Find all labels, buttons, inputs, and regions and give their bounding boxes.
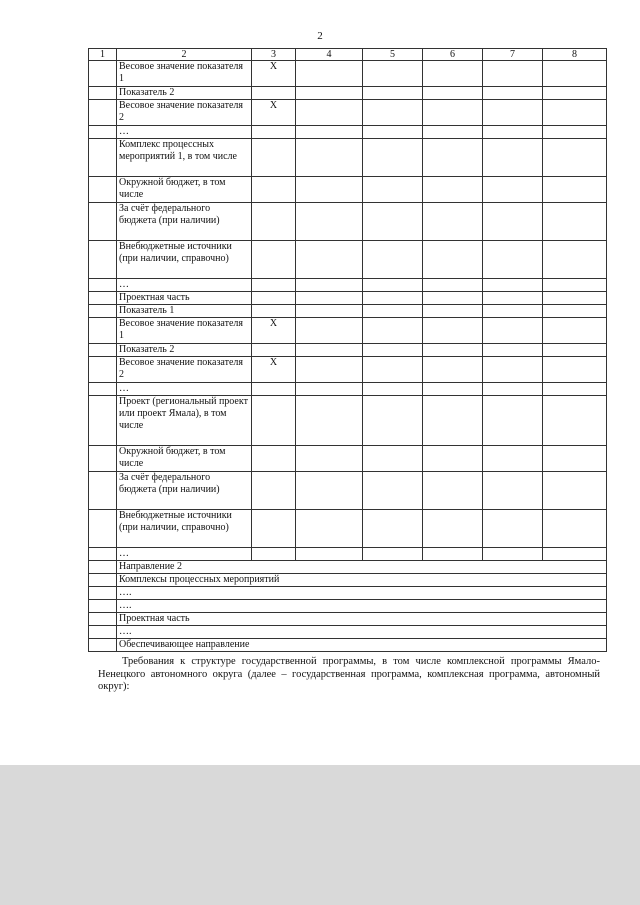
weight-mark <box>252 177 296 203</box>
table-cell <box>296 318 363 344</box>
row-label: … <box>117 279 252 292</box>
column-header: 6 <box>423 49 483 61</box>
section-row <box>89 574 607 587</box>
weight-mark <box>252 87 296 100</box>
table-cell <box>423 139 483 177</box>
table-row <box>89 241 607 279</box>
table-cell <box>363 279 423 292</box>
table-cell <box>89 241 117 279</box>
table-cell <box>363 305 423 318</box>
table-cell <box>89 139 117 177</box>
row-label: … <box>117 548 252 561</box>
table-cell <box>363 446 423 472</box>
weight-mark: X <box>252 318 296 344</box>
weight-mark <box>252 344 296 357</box>
table-row <box>89 305 607 318</box>
row-label: Проектная часть <box>117 292 252 305</box>
table-cell <box>483 279 543 292</box>
table-cell <box>363 100 423 126</box>
column-header: 3 <box>252 49 296 61</box>
table-cell <box>89 203 117 241</box>
table-cell <box>89 561 117 574</box>
table-cell <box>363 203 423 241</box>
table-cell <box>483 139 543 177</box>
table-cell <box>89 396 117 446</box>
row-label: Показатель 2 <box>117 344 252 357</box>
table-row <box>89 100 607 126</box>
table-row <box>89 177 607 203</box>
table-cell <box>89 510 117 548</box>
table-cell <box>543 318 607 344</box>
column-header: 4 <box>296 49 363 61</box>
table-cell <box>423 305 483 318</box>
requirements-paragraph: Требования к структуре государственной программы, в том числе комплексной программы Ямало-Ненецкого автономного округа (далее – государственная программа, комплексная программа, автономный округ): <box>98 656 600 693</box>
column-header: 7 <box>483 49 543 61</box>
table-cell <box>296 357 363 383</box>
weight-mark: X <box>252 100 296 126</box>
table-row <box>89 344 607 357</box>
row-label: Внебюджетные источники (при наличии, справочно) <box>117 241 252 279</box>
table-cell <box>543 510 607 548</box>
row-label: Комплекс процессных мероприятий 1, в том числе <box>117 139 252 177</box>
page-number: 2 <box>317 30 323 42</box>
table-cell <box>423 357 483 383</box>
table-cell <box>363 139 423 177</box>
table-cell <box>423 510 483 548</box>
table-cell <box>296 446 363 472</box>
table-cell <box>296 177 363 203</box>
table-cell <box>543 61 607 87</box>
table-cell <box>363 126 423 139</box>
table-cell <box>89 587 117 600</box>
row-label: Весовое значение показателя 2 <box>117 357 252 383</box>
row-label: Окружной бюджет, в том числе <box>117 446 252 472</box>
table-cell <box>483 472 543 510</box>
table-cell <box>423 61 483 87</box>
table-cell <box>89 126 117 139</box>
table-cell <box>543 472 607 510</box>
column-header: 1 <box>89 49 117 61</box>
table-cell <box>89 292 117 305</box>
row-label: Весовое значение показателя 1 <box>117 61 252 87</box>
table-cell <box>363 87 423 100</box>
table-cell <box>543 177 607 203</box>
table-cell <box>543 139 607 177</box>
table-row <box>89 61 607 87</box>
weight-mark <box>252 472 296 510</box>
table-cell <box>296 100 363 126</box>
table-cell <box>483 396 543 446</box>
table-cell <box>423 383 483 396</box>
weight-mark <box>252 203 296 241</box>
row-label: Показатель 2 <box>117 87 252 100</box>
table-cell <box>89 472 117 510</box>
table-row <box>89 396 607 446</box>
table-cell <box>483 126 543 139</box>
table-cell <box>296 383 363 396</box>
table-cell <box>363 548 423 561</box>
table-cell <box>363 383 423 396</box>
table-cell <box>423 126 483 139</box>
table-cell <box>89 548 117 561</box>
table-cell <box>543 292 607 305</box>
table-cell <box>483 292 543 305</box>
table-cell <box>423 472 483 510</box>
column-header: 2 <box>117 49 252 61</box>
table-cell <box>89 600 117 613</box>
table-cell <box>543 357 607 383</box>
table-cell <box>363 241 423 279</box>
table-cell <box>483 61 543 87</box>
table-cell <box>423 279 483 292</box>
table-cell <box>543 203 607 241</box>
section-label: …. <box>117 587 607 600</box>
table-cell <box>483 177 543 203</box>
table-cell <box>296 292 363 305</box>
row-label: Внебюджетные источники (при наличии, справочно) <box>117 510 252 548</box>
section-row <box>89 639 607 652</box>
table-cell <box>483 548 543 561</box>
weight-mark <box>252 510 296 548</box>
table-cell <box>543 126 607 139</box>
table-cell <box>543 383 607 396</box>
table-cell <box>483 318 543 344</box>
row-label: Проект (региональный проект или проект Ямала), в том числе <box>117 396 252 446</box>
table-cell <box>423 292 483 305</box>
table-row <box>89 510 607 548</box>
table-cell <box>89 61 117 87</box>
table-cell <box>363 292 423 305</box>
table-cell <box>483 100 543 126</box>
table-cell <box>89 100 117 126</box>
table-cell <box>483 383 543 396</box>
table-cell <box>89 446 117 472</box>
table-row <box>89 203 607 241</box>
table-cell <box>483 87 543 100</box>
row-label: За счёт федерального бюджета (при наличии) <box>117 203 252 241</box>
table-cell <box>296 472 363 510</box>
table-row <box>89 548 607 561</box>
table-row <box>89 383 607 396</box>
column-header: 8 <box>543 49 607 61</box>
table-cell <box>89 87 117 100</box>
weight-mark <box>252 305 296 318</box>
table-cell <box>543 305 607 318</box>
table-cell <box>363 510 423 548</box>
table-cell <box>296 241 363 279</box>
table-cell <box>483 203 543 241</box>
section-row <box>89 561 607 574</box>
weight-mark <box>252 126 296 139</box>
table-cell <box>543 396 607 446</box>
row-label: … <box>117 383 252 396</box>
table-cell <box>483 344 543 357</box>
table-row <box>89 357 607 383</box>
table-cell <box>423 446 483 472</box>
table-cell <box>89 613 117 626</box>
row-label: Весовое значение показателя 1 <box>117 318 252 344</box>
column-header: 5 <box>363 49 423 61</box>
table-cell <box>296 548 363 561</box>
row-label: … <box>117 126 252 139</box>
table-cell <box>89 383 117 396</box>
table-cell <box>363 318 423 344</box>
table-cell <box>543 87 607 100</box>
section-label: Комплексы процессных мероприятий <box>117 574 607 587</box>
table-cell <box>296 61 363 87</box>
table-cell <box>296 139 363 177</box>
table-cell <box>423 318 483 344</box>
table-cell <box>423 203 483 241</box>
weight-mark <box>252 292 296 305</box>
table-cell <box>423 100 483 126</box>
table-cell <box>89 318 117 344</box>
table-cell <box>363 472 423 510</box>
table-row <box>89 472 607 510</box>
row-label: За счёт федерального бюджета (при наличии) <box>117 472 252 510</box>
table-cell <box>89 344 117 357</box>
table-cell <box>423 344 483 357</box>
section-label: …. <box>117 626 607 639</box>
table-cell <box>483 510 543 548</box>
table-cell <box>89 357 117 383</box>
table-cell <box>363 177 423 203</box>
table-cell <box>423 177 483 203</box>
table-row <box>89 292 607 305</box>
table-header-row <box>89 49 607 61</box>
table-cell <box>363 396 423 446</box>
table-row <box>89 446 607 472</box>
table-cell <box>89 305 117 318</box>
table-cell <box>296 344 363 357</box>
table-cell <box>543 279 607 292</box>
table-cell <box>296 87 363 100</box>
table-cell <box>363 61 423 87</box>
table-cell <box>543 446 607 472</box>
weight-mark: X <box>252 357 296 383</box>
section-label: …. <box>117 600 607 613</box>
table-cell <box>296 396 363 446</box>
table-cell <box>296 279 363 292</box>
weight-mark: X <box>252 61 296 87</box>
table-cell <box>543 100 607 126</box>
table-cell <box>483 241 543 279</box>
table-row <box>89 279 607 292</box>
section-row <box>89 600 607 613</box>
table-cell <box>363 357 423 383</box>
table-cell <box>296 510 363 548</box>
row-label: Показатель 1 <box>117 305 252 318</box>
row-label: Окружной бюджет, в том числе <box>117 177 252 203</box>
table-cell <box>89 177 117 203</box>
table-row <box>89 318 607 344</box>
weight-mark <box>252 383 296 396</box>
weight-mark <box>252 446 296 472</box>
table-cell <box>296 305 363 318</box>
table-cell <box>543 548 607 561</box>
section-label: Проектная часть <box>117 613 607 626</box>
row-label: Весовое значение показателя 2 <box>117 100 252 126</box>
weight-mark <box>252 548 296 561</box>
weight-mark <box>252 139 296 177</box>
table-cell <box>423 548 483 561</box>
table-cell <box>483 357 543 383</box>
table-cell <box>89 279 117 292</box>
weight-mark <box>252 396 296 446</box>
table-body <box>89 49 607 652</box>
table-cell <box>89 626 117 639</box>
table-row <box>89 139 607 177</box>
weight-mark <box>252 241 296 279</box>
table-cell <box>423 396 483 446</box>
table-cell <box>483 446 543 472</box>
table-cell <box>89 639 117 652</box>
table-cell <box>543 344 607 357</box>
table-row <box>89 87 607 100</box>
section-row <box>89 626 607 639</box>
table-cell <box>483 305 543 318</box>
table-cell <box>423 87 483 100</box>
table-cell <box>363 344 423 357</box>
section-label: Обеспечивающее направление <box>117 639 607 652</box>
table-cell <box>296 203 363 241</box>
weight-mark <box>252 279 296 292</box>
table-cell <box>423 241 483 279</box>
table-cell <box>543 241 607 279</box>
section-row <box>89 587 607 600</box>
section-label: Направление 2 <box>117 561 607 574</box>
program-structure-table <box>88 48 607 652</box>
table-row <box>89 126 607 139</box>
table-cell <box>296 126 363 139</box>
section-row <box>89 613 607 626</box>
table-cell <box>89 574 117 587</box>
